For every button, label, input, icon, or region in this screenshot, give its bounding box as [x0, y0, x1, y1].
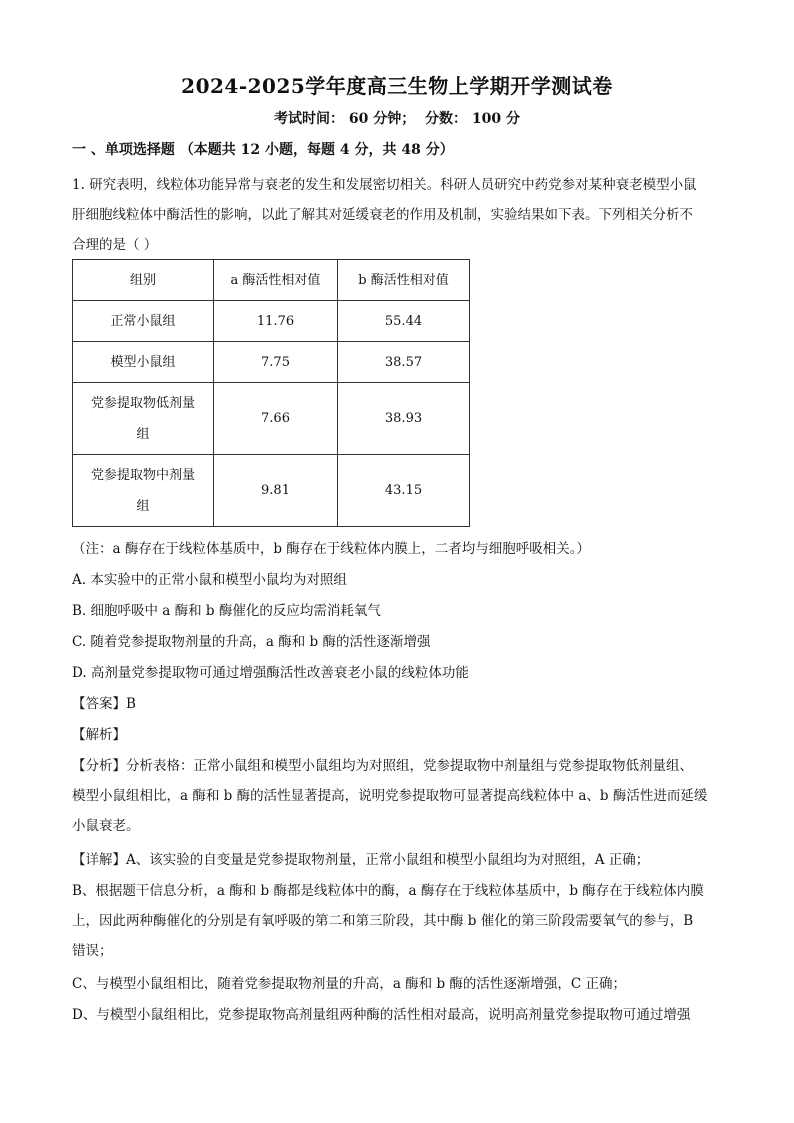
- analysis-text: 分析表格：正常小鼠组和模型小鼠组均为对照组，党参提取物中剂量组与党参提取物低剂量组、: [126, 758, 693, 774]
- table-row: [73, 301, 470, 342]
- analysis-line: 小鼠衰老。: [72, 818, 140, 834]
- detail-a-text: A、该实验的自变量是党参提取物剂量，正常小鼠组和模型小鼠组均为对照组，A 正确；: [126, 852, 650, 868]
- cell-group: [73, 455, 214, 527]
- detail-a: [72, 845, 722, 875]
- header-b-enzyme: b 酶活性相对值: [338, 260, 470, 301]
- explanation-label: 【解析】: [72, 727, 126, 743]
- option-b: B. 细胞呼吸中 a 酶和 b 酶催化的反应均需消耗氧气: [72, 603, 381, 619]
- detail-c: C、与模型小鼠组相比，随着党参提取物剂量的升高，a 酶和 b 酶的活性逐渐增强，C 正确；: [72, 976, 627, 992]
- cell-group: [73, 383, 214, 455]
- detail-label: 【详解】: [72, 852, 126, 868]
- answer-label: 【答案】: [72, 696, 126, 712]
- group-label: 组: [136, 426, 150, 442]
- question-line: 1. 研究表明，线粒体功能异常与衰老的发生和发展密切相关。科研人员研究中药党参对某种衰老模型小鼠: [72, 177, 697, 193]
- header-a-enzyme: a 酶活性相对值: [214, 260, 338, 301]
- answer-line: [72, 689, 722, 719]
- analysis-line: [72, 751, 722, 781]
- header-group: 组别: [73, 260, 214, 301]
- cell-a: 7.75: [214, 342, 338, 383]
- detail-d: D、与模型小鼠组相比，党参提取物高剂量组两种酶的活性相对最高，说明高剂量党参提取物可通过增强: [72, 1007, 691, 1023]
- option-c: C. 随着党参提取物剂量的升高，a 酶和 b 酶的活性逐渐增强: [72, 634, 431, 650]
- exam-info: 考试时间： 60 分钟； 分数： 100 分: [274, 111, 520, 127]
- detail-b-line: 错误；: [72, 943, 113, 959]
- cell-group: [73, 342, 214, 383]
- table-header-row: [73, 260, 470, 301]
- group-label: 组: [136, 498, 150, 514]
- option-a: A. 本实验中的正常小鼠和模型小鼠均为对照组: [72, 572, 347, 588]
- table-row: [73, 455, 470, 527]
- cell-b: 43.15: [338, 455, 470, 527]
- table-row: [73, 383, 470, 455]
- group-label: 党参提取物中剂量: [90, 467, 195, 483]
- cell-b: 38.93: [338, 383, 470, 455]
- detail-b: [72, 876, 722, 966]
- cell-a: 11.76: [214, 301, 338, 342]
- detail-b-line: 上，因此两种酶催化的分别是有氧呼吸的第二和第三阶段，其中酶 b 催化的第三阶段需要氧气的参与，B: [72, 913, 694, 929]
- page-title: 2024-2025学年度高三生物上学期开学测试卷: [181, 74, 613, 98]
- group-label: 党参提取物低剂量: [90, 395, 195, 411]
- section-heading: 一 、单项选择题 （本题共 12 小题，每题 4 分，共 48 分）: [72, 142, 454, 158]
- table-row: [73, 342, 470, 383]
- cell-a: 7.66: [214, 383, 338, 455]
- group-label: 模型小鼠组: [110, 354, 176, 370]
- answer-value: B: [126, 696, 136, 712]
- table-note: （注：a 酶存在于线粒体基质中，b 酶存在于线粒体内膜上，二者均与细胞呼吸相关。）: [72, 541, 591, 557]
- cell-group: [73, 301, 214, 342]
- question-stem: [72, 170, 722, 260]
- analysis-paragraph: [72, 751, 722, 841]
- detail-b-line: B、根据题干信息分析，a 酶和 b 酶都是线粒体中的酶，a 酶存在于线粒体基质中，b 酶存在于线粒体内膜: [72, 883, 704, 899]
- cell-b: 55.44: [338, 301, 470, 342]
- cell-a: 9.81: [214, 455, 338, 527]
- question-line: 肝细胞线粒体中酶活性的影响，以此了解其对延缓衰老的作用及机制，实验结果如下表。下列相关分析不: [72, 207, 693, 223]
- option-d: D. 高剂量党参提取物可通过增强酶活性改善衰老小鼠的线粒体功能: [72, 665, 469, 681]
- question-line: 合理的是（ ）: [72, 237, 158, 253]
- analysis-line: 模型小鼠组相比，a 酶和 b 酶的活性显著提高，说明党参提取物可显著提高线粒体中 a、b 酶活性进而延缓: [72, 788, 708, 804]
- results-table: [72, 259, 470, 527]
- analysis-label: 【分析】: [72, 758, 126, 774]
- cell-b: 38.57: [338, 342, 470, 383]
- group-label: 正常小鼠组: [110, 313, 176, 329]
